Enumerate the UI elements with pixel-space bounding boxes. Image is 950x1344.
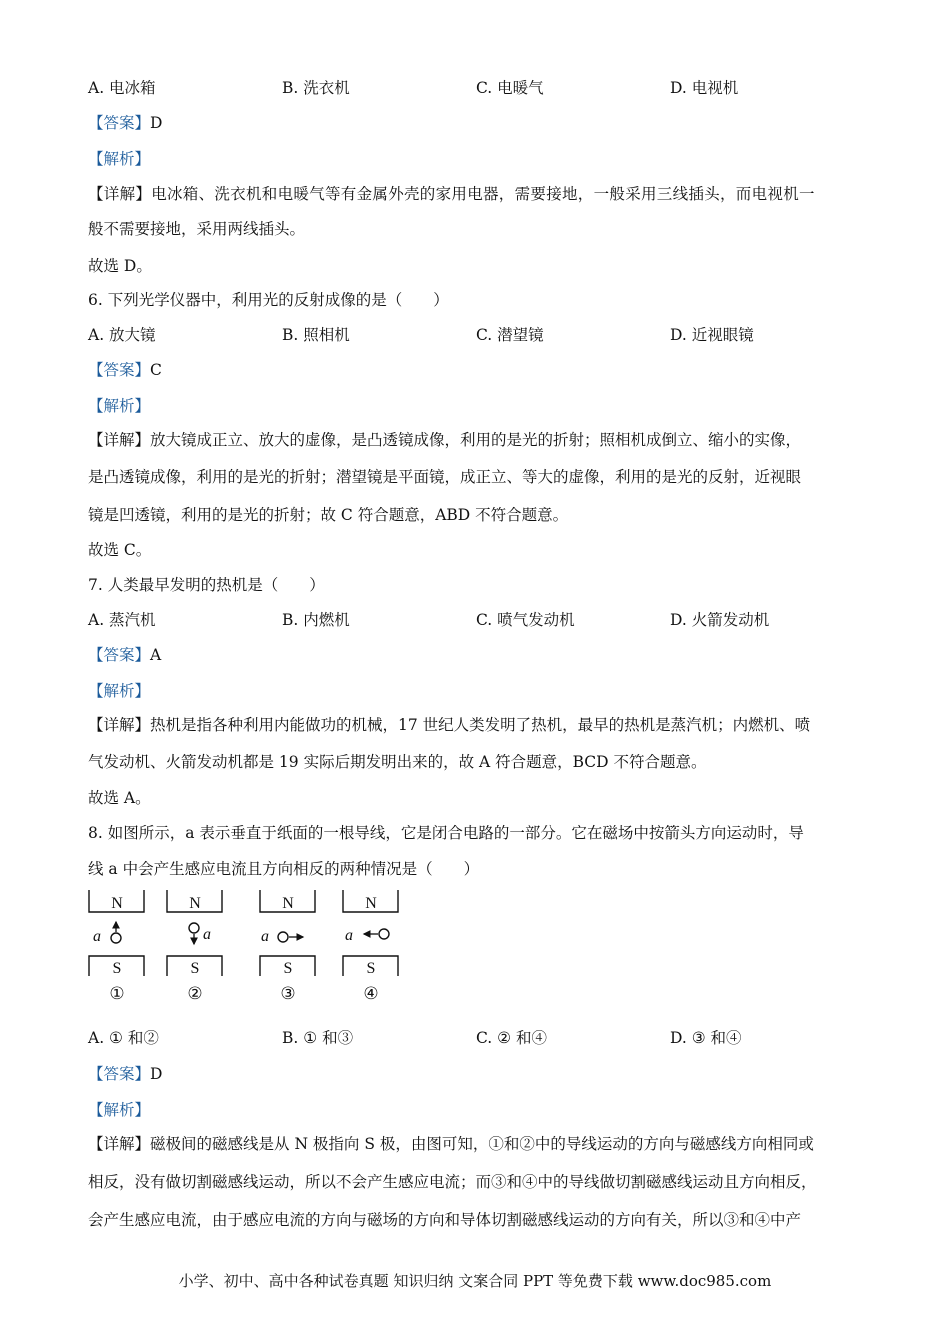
south-pole-label: S: [190, 960, 200, 977]
option-b: B. 内燃机: [282, 611, 350, 629]
option-c: C. 电暖气: [476, 79, 544, 97]
figure-panel-1: [89, 890, 144, 1003]
answer-value: C: [150, 361, 162, 379]
q8-detail-line-2: 相反，没有做切割磁感线运动，所以不会产生感应电流；而③和④中的导线做切割磁感线运动且方向相反，: [88, 1173, 817, 1191]
q8-analysis: [88, 1098, 150, 1120]
q7-analysis: [88, 679, 150, 701]
north-pole-label: N: [365, 895, 377, 912]
option-a: A. ① 和②: [88, 1029, 159, 1047]
q5-detail-line-2: 般不需要接地，采用两线插头。: [88, 220, 306, 238]
option-d: D. 近视眼镜: [670, 326, 754, 344]
q7-stem: 7. 人类最早发明的热机是（ ）: [88, 576, 325, 594]
q5-analysis: [88, 147, 150, 169]
q8-stem-line-2: 线 a 中会产生感应电流且方向相反的两种情况是（ ）: [88, 860, 480, 878]
q6-detail-line-2: 是凸透镜成像，利用的是光的折射；潜望镜是平面镜，成正立、等大的虚像，利用的是光的反射，近视眼: [88, 468, 802, 486]
figure-panel-2: [167, 890, 222, 1003]
answer-tag: 【答案】: [88, 646, 151, 664]
option-a: A. 放大镜: [88, 326, 156, 344]
detail-tag: 【详解】: [88, 716, 151, 734]
option-a: A. 电冰箱: [88, 79, 156, 97]
option-c: C. 喷气发动机: [476, 611, 575, 629]
north-pole-label: N: [282, 895, 294, 912]
wire-a: [111, 933, 121, 943]
answer-tag: 【答案】: [88, 361, 151, 379]
wire-label: a: [261, 928, 269, 945]
option-c: C. ② 和④: [476, 1029, 547, 1047]
wire-a: [278, 932, 288, 942]
q7-detail-line-1: [88, 713, 810, 735]
option-b: B. 照相机: [282, 326, 350, 344]
q8-detail-line-3: 会产生感应电流，由于感应电流的方向与磁场的方向和导体切割磁感线运动的方向有关，所以③和④中产: [88, 1211, 802, 1229]
answer-value: A: [150, 646, 162, 664]
q5-detail-line-1: [88, 182, 860, 204]
wire-a: [189, 923, 199, 933]
option-d: D. 电视机: [670, 79, 739, 97]
q6-analysis: [88, 394, 150, 416]
answer-tag: 【答案】: [88, 114, 151, 132]
q8-answer: [88, 1062, 162, 1084]
q8-detail-line-1: [88, 1132, 814, 1154]
panel-number: ②: [187, 984, 203, 1003]
detail-text: 电冰箱、洗衣机和电暖气等有金属外壳的家用电器，需要接地，一般采用三线插头，而电视机一: [151, 185, 815, 203]
q7-conclusion: 故选 A。: [88, 789, 151, 807]
option-c: C. 潜望镜: [476, 326, 544, 344]
option-d: D. 火箭发动机: [670, 611, 770, 629]
detail-tag: 【详解】: [88, 431, 151, 449]
detail-tag: 【详解】: [88, 185, 152, 203]
option-b: B. ① 和③: [282, 1029, 354, 1047]
figure-panel-4: [343, 890, 398, 1003]
option-b: B. 洗衣机: [282, 79, 350, 97]
detail-text: 放大镜成正立、放大的虚像，是凸透镜成像，利用的是光的折射；照相机成倒立、缩小的实像，: [150, 431, 802, 449]
analysis-tag: 【解析】: [88, 682, 151, 700]
south-pole-label: S: [366, 960, 376, 977]
q5-answer: [88, 111, 162, 133]
q6-stem: 6. 下列光学仪器中，利用光的反射成像的是（ ）: [88, 291, 449, 309]
q6-detail-line-3: 镜是凹透镜，利用的是光的折射；故 C 符合题意，ABD 不符合题意。: [88, 506, 569, 524]
figure-panel-3: [260, 890, 315, 1003]
q7-answer: [88, 643, 161, 665]
answer-value: D: [150, 114, 163, 132]
q5-conclusion: 故选 D。: [88, 257, 152, 275]
analysis-tag: 【解析】: [88, 1101, 151, 1119]
panel-number: ④: [363, 984, 379, 1003]
page-footer: 小学、初中、高中各种试卷真题 知识归纳 文案合同 PPT 等免费下载 www.doc985.com: [178, 1272, 772, 1290]
wire-label: a: [203, 926, 211, 943]
answer-value: D: [150, 1065, 163, 1083]
panel-number: ③: [280, 984, 296, 1003]
analysis-tag: 【解析】: [88, 397, 151, 415]
detail-text: 磁极间的磁感线是从 N 极指向 S 极，由图可知，①和②中的导线运动的方向与磁感线方向相同或: [150, 1135, 814, 1153]
south-pole-label: S: [283, 960, 293, 977]
q6-answer: [88, 358, 162, 380]
q7-detail-line-2: 气发动机、火箭发动机都是 19 实际后期发明出来的，故 A 符合题意，BCD 不符合题意。: [88, 753, 707, 771]
wire-a: [379, 929, 389, 939]
north-pole-label: N: [189, 895, 201, 912]
analysis-tag: 【解析】: [88, 150, 151, 168]
wire-label: a: [345, 927, 353, 944]
option-d: D. ③ 和④: [670, 1029, 742, 1047]
q6-conclusion: 故选 C。: [88, 541, 152, 559]
north-pole-label: N: [111, 895, 123, 912]
panel-number: ①: [109, 984, 125, 1003]
q6-detail-line-1: [88, 428, 801, 450]
south-pole-label: S: [112, 960, 122, 977]
q8-stem-line-1: 8. 如图所示，a 表示垂直于纸面的一根导线，它是闭合电路的一部分。它在磁场中按箭头方向运动时，导: [88, 824, 804, 842]
detail-text: 热机是指各种利用内能做功的机械，17 世纪人类发明了热机，最早的热机是蒸汽机；内燃机、喷: [150, 716, 811, 734]
option-a: A. 蒸汽机: [88, 611, 156, 629]
answer-tag: 【答案】: [88, 1065, 151, 1083]
wire-label: a: [93, 928, 101, 945]
magnet-wire-figure: [86, 886, 416, 1011]
detail-tag: 【详解】: [88, 1135, 151, 1153]
